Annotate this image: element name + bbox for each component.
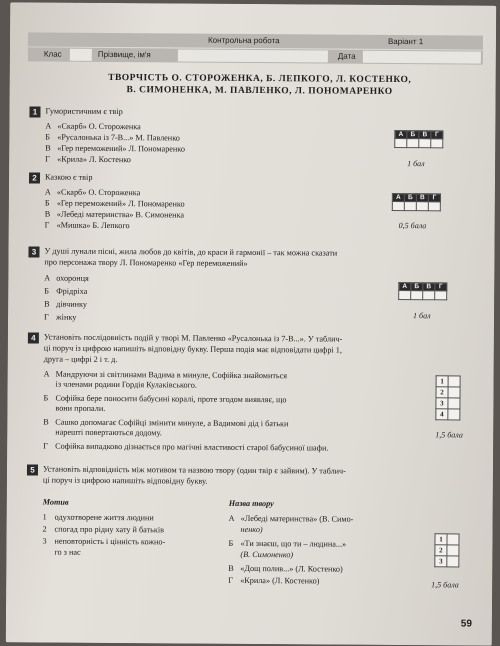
answer-cell[interactable] <box>447 534 459 545</box>
grid-header-c: В <box>423 283 435 291</box>
answer-cell[interactable] <box>404 202 416 211</box>
motive-column-header: Мотив <box>42 497 69 507</box>
q1-option-b[interactable]: Б «Русалонька із 7-В...» М. Павленко <box>45 132 180 143</box>
q3-option-c[interactable]: В дівчинку <box>44 299 88 309</box>
question-2-text: Казкою є твір <box>44 172 93 182</box>
grid-header-c: В <box>419 131 431 139</box>
answer-cell[interactable] <box>448 387 460 398</box>
q4-event-b-cont: вони пропали. <box>55 403 106 413</box>
seq-num: 4 <box>436 409 448 420</box>
topic-title-line2: В. СИМОНЕНКА, М. ПАВЛЕНКО, Л. ПОНОМАРЕНКО <box>126 85 393 97</box>
answer-cell[interactable] <box>428 202 440 211</box>
answer-cell[interactable] <box>448 376 460 387</box>
answer-cell[interactable] <box>407 139 419 148</box>
question-4-text-line2: ці поруч із цифрою напишіть відповідну букву. Перша подія має відповідати цифрі 1, <box>43 343 342 355</box>
q2-score: 0,5 бала <box>398 221 427 231</box>
match-num: 2 <box>435 545 447 556</box>
question-3-number: 3 <box>28 246 39 257</box>
q4-event-a: А Мандруючи зі світлинами Вадима в минуле, Софійка знайомиться <box>43 369 288 381</box>
seq-num: 2 <box>436 387 448 398</box>
q4-sequence-grid <box>435 375 460 420</box>
q5-match-grid <box>434 533 459 567</box>
answer-cell[interactable] <box>395 138 407 147</box>
grid-header-b: Б <box>411 283 423 291</box>
q4-score: 1,5 бала <box>435 430 463 440</box>
q2-option-d[interactable]: Г «Мишка» Б. Лепкого <box>44 220 130 231</box>
q5-work-b: Б «Ти знаєш, що ти – людина...» <box>228 538 347 549</box>
variant-label: Варіант 1 <box>387 36 424 47</box>
question-4-number: 4 <box>28 332 39 343</box>
answer-cell[interactable] <box>447 556 459 567</box>
grid-header-d: Г <box>428 194 440 202</box>
question-2-number: 2 <box>29 172 40 183</box>
date-field[interactable] <box>363 51 481 64</box>
q2-option-b[interactable]: Б «Гер переможений» Л. Пономаренко <box>44 198 185 209</box>
q3-answer-grid <box>398 282 447 300</box>
match-num: 1 <box>435 534 447 545</box>
grid-header-a: А <box>399 283 411 291</box>
q4-event-a-cont: із членами родини Гордія Кулаківського. <box>55 379 197 390</box>
answer-cell[interactable] <box>399 291 411 300</box>
q5-work-b-cont: (В. Симоненко) <box>240 549 294 560</box>
q1-option-c[interactable]: В «Гер переможений» Л. Пономаренко <box>45 143 186 154</box>
question-1-number: 1 <box>29 106 40 117</box>
q5-motive-1: 1 одухотворене життя людини <box>42 512 154 523</box>
question-5-text-line1: Установіть відповідність між мотивом та назвою твору (один твір є зайвим). У таблич- <box>42 464 346 476</box>
q4-event-b: Б Софійка бере поносити бабусині коралі, проте згодом виявляє, що <box>43 393 287 405</box>
q4-event-c: В Сашко допомагає Софійці змінити минуле, а Вадимові дід і батьки <box>43 417 289 429</box>
q5-work-d: Г «Крила» (Л. Костенко) <box>228 575 320 586</box>
worksheet-page <box>6 2 496 645</box>
answer-cell[interactable] <box>435 291 447 300</box>
q5-work-c: В «Дощ полив...» (Л. Костенко) <box>228 563 343 574</box>
header-fields-band <box>28 47 483 64</box>
q2-option-c[interactable]: В «Лебеді материнства» В. Симоненка <box>44 209 185 220</box>
q5-work-a-cont: ненко) <box>240 524 263 535</box>
q5-motive-3: 3 неповторність і цінність кожно- <box>42 536 166 547</box>
q1-score: 1 бал <box>407 159 425 169</box>
name-label: Прізвище, ім'я <box>97 49 151 60</box>
question-3-text-line1: У душі лунали пісні, жила любов до квітів, до краси й гармонії – так можна сказати <box>44 246 338 258</box>
grid-header-b: Б <box>404 194 416 202</box>
q2-option-a[interactable]: А «Скарб» О. Стороженка <box>44 187 141 198</box>
answer-cell[interactable] <box>447 545 459 556</box>
q2-answer-grid <box>392 193 441 211</box>
grid-header-a: А <box>395 130 407 138</box>
work-title: Контрольна робота <box>207 35 280 46</box>
grid-header-d: Г <box>431 131 443 139</box>
q5-motive-3-cont: го з нас <box>54 547 81 557</box>
question-3-text-line2: про персонажа твору Л. Пономаренко «Гер переможений» <box>44 257 248 268</box>
q1-answer-grid <box>394 130 443 148</box>
q4-event-d: Г Софійка випадково дізнається про магічні властивості старої бабусиної шафи. <box>43 441 329 453</box>
match-num: 3 <box>435 556 447 567</box>
question-1-text: Гумористичним є твір <box>45 106 123 117</box>
page-number: 59 <box>460 618 472 630</box>
answer-cell[interactable] <box>416 202 428 211</box>
topic-title-line1: ТВОРЧІСТЬ О. СТОРОЖЕНКА, Б. ЛЕПКОГО, Л. КОСТЕНКО, <box>108 72 412 86</box>
answer-cell[interactable] <box>419 139 431 148</box>
q3-option-a[interactable]: А охоронця <box>44 273 89 283</box>
grid-header-c: В <box>416 194 428 202</box>
q1-option-a[interactable]: А «Скарб» О. Стороженка <box>45 121 141 132</box>
class-label: Клас <box>43 49 62 59</box>
answer-cell[interactable] <box>448 409 460 420</box>
answer-cell[interactable] <box>392 201 404 210</box>
question-5-text-line2: ці поруч із цифрою напишіть відповідну букву. <box>42 475 208 486</box>
answer-cell[interactable] <box>411 291 423 300</box>
q1-option-d[interactable]: Г «Крила» Л. Костенко <box>45 154 131 165</box>
q5-work-a: А «Лебеді материнства» (В. Симо- <box>228 513 354 524</box>
q5-motive-2: 2 спогад про рідну хату й батьків <box>42 524 165 535</box>
class-field[interactable] <box>70 49 92 61</box>
answer-cell[interactable] <box>423 291 435 300</box>
work-column-header: Назва твору <box>228 498 274 509</box>
question-4-text-line3: друга – цифрі 2 і т. д. <box>43 354 118 365</box>
q3-option-d[interactable]: Г жінку <box>44 312 77 322</box>
answer-cell[interactable] <box>431 139 443 148</box>
name-field[interactable] <box>178 49 328 62</box>
date-label: Дата <box>337 51 356 61</box>
q3-score: 1 бал <box>413 311 431 321</box>
q4-event-c-cont: нарешті повертаються додому. <box>55 427 162 438</box>
grid-header-a: А <box>392 193 404 201</box>
grid-header-d: Г <box>435 283 447 291</box>
answer-cell[interactable] <box>448 398 460 409</box>
q5-score: 1,5 бала <box>431 580 459 590</box>
seq-num: 1 <box>436 376 448 387</box>
grid-header-b: Б <box>407 131 419 139</box>
question-5-number: 5 <box>27 464 38 475</box>
question-4-text-line1: Установіть послідовність подій у творі М. Павленко «Русалонька із 7-В...». У таблич- <box>43 332 343 344</box>
seq-num: 3 <box>436 398 448 409</box>
q3-option-b[interactable]: Б Фрідріха <box>44 286 88 296</box>
